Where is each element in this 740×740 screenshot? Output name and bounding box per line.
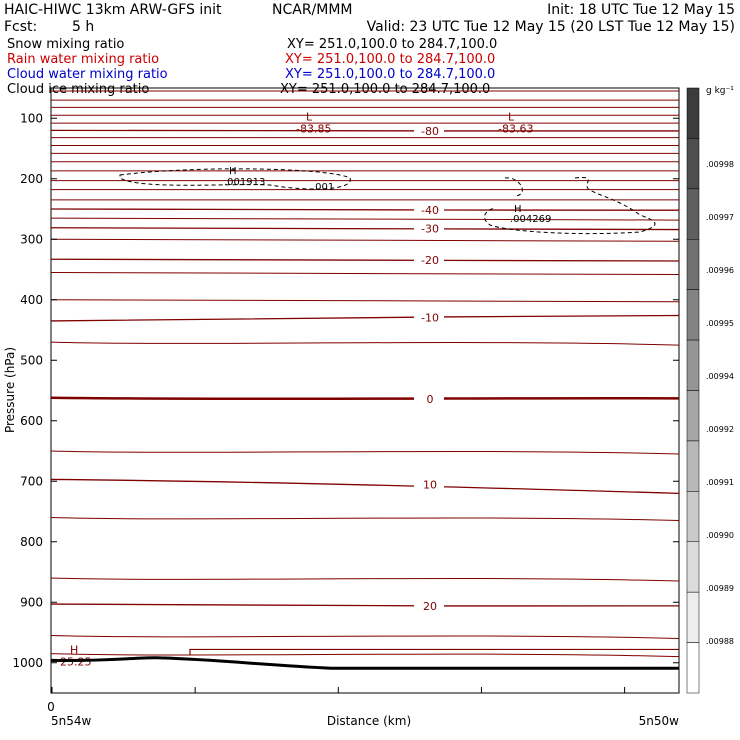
contour-line [51, 300, 679, 302]
legend-rain-name: Rain water mixing ratio [7, 52, 160, 67]
legend-cloudwater-name: Cloud water mixing ratio [7, 67, 168, 82]
colorbar-label: .00988 [706, 637, 734, 646]
temperature-contour [51, 479, 679, 493]
x-tick-label-0: 0 [47, 700, 55, 714]
terrain-line [51, 649, 679, 668]
colorbar-swatch [687, 441, 699, 491]
horizontal-contour-lines [51, 91, 679, 657]
extremum-value: -83.63 [498, 122, 534, 136]
init-time: Init: 18 UTC Tue 12 May 15 [547, 2, 735, 18]
colorbar-swatch [687, 88, 699, 138]
extremum-marker: H [70, 643, 79, 657]
colorbar-label: .00991 [706, 478, 734, 487]
legend-snow-xy: XY= 251.0,100.0 to 284.7,100.0 [287, 37, 498, 52]
temperature-contours [51, 125, 679, 613]
extremum-value: -83.85 [296, 122, 332, 136]
contour-line [51, 239, 679, 241]
extrema-labels [60, 110, 533, 668]
colorbar-label: .00995 [706, 319, 734, 328]
x-endpoint-right: 5n50w [638, 714, 679, 728]
chart-source: NCAR/MMM [272, 2, 353, 18]
y-tick-label: 600 [20, 413, 43, 428]
temperature-contour [51, 228, 679, 230]
contour-label: -20 [421, 254, 439, 268]
y-tick-label: 300 [20, 232, 43, 247]
y-tick-label: 700 [20, 474, 43, 489]
contour-line [51, 636, 679, 639]
colorbar-label: .00994 [706, 372, 734, 381]
y-axis-label: Pressure (hPa) [3, 346, 17, 434]
contour-line [51, 518, 679, 521]
contour-label: -40 [421, 203, 439, 217]
temperature-contour [51, 315, 679, 320]
contour-line [51, 218, 679, 220]
contour-line [51, 451, 679, 454]
legend-cloudice-xy: XY= 251.0,100.0 to 284.7,100.0 [280, 82, 491, 97]
terrain-surface [51, 658, 679, 668]
mixing-ratio-label: .004269 [510, 214, 552, 225]
y-tick-label: 400 [20, 292, 43, 307]
temperature-contour [51, 259, 679, 261]
colorbar-label: .00990 [706, 531, 734, 540]
extremum-marker: L [306, 110, 313, 124]
y-tick-label: 900 [20, 595, 43, 610]
contour-label: 10 [423, 478, 437, 492]
valid-time: Valid: 23 UTC Tue 12 May 15 (20 LST Tue 12 May 15) [366, 19, 735, 35]
colorbar-label: .00992 [706, 425, 734, 434]
colorbar-label: .00989 [706, 584, 734, 593]
y-axis-ticks [12, 111, 679, 670]
legend-cloudwater-xy: XY= 251.0,100.0 to 284.7,100.0 [285, 67, 496, 82]
legend-cloudice-name: Cloud ice mixing ratio [7, 82, 150, 97]
colorbar-units: g kg⁻¹ [706, 86, 734, 96]
y-tick-label: 200 [20, 171, 43, 186]
colorbar-swatch [687, 290, 699, 340]
mixing-ratio-extremum-marker: H [229, 166, 237, 177]
colorbar-swatch [687, 643, 699, 693]
forecast-value: 5 h [72, 19, 95, 35]
colorbar-swatch [687, 239, 699, 289]
temperature-contour [51, 398, 679, 399]
colorbar-swatch [687, 542, 699, 592]
chart-title: HAIC-HIWC 13km ARW-GFS init [4, 2, 222, 18]
temperature-contour [51, 604, 679, 606]
colorbar-label: .00998 [706, 160, 734, 169]
y-tick-label: 100 [20, 111, 43, 126]
contour-line [51, 273, 679, 275]
legend-rain-xy: XY= 251.0,100.0 to 284.7,100.0 [285, 52, 496, 67]
mixing-ratio-label: .001 [312, 182, 335, 193]
forecast-label: Fcst: [4, 19, 38, 35]
colorbar-label: .00997 [706, 213, 734, 222]
colorbar-label: .00996 [706, 266, 734, 275]
contour-line [51, 342, 679, 345]
contour-label: 0 [426, 392, 434, 406]
temperature-contour [51, 130, 679, 131]
contour-label: -30 [421, 222, 439, 236]
x-axis-label: Distance (km) [326, 714, 412, 728]
y-tick-label: 800 [20, 534, 43, 549]
y-tick-label: 500 [20, 353, 43, 368]
colorbar-swatch [687, 138, 699, 188]
contour-line [51, 654, 679, 657]
colorbar-swatch [687, 491, 699, 541]
temperature-contour [51, 209, 679, 210]
x-endpoint-left: 5n54w [51, 714, 92, 728]
colorbar-swatch [687, 592, 699, 642]
legend-snow-name: Snow mixing ratio [7, 37, 125, 52]
colorbar-swatch [687, 391, 699, 441]
x-axis-ticks [52, 687, 625, 693]
contour-label: -80 [421, 124, 439, 138]
dashed-contour [485, 177, 655, 233]
extremum-value: 25.25 [60, 655, 92, 669]
mixing-ratio-label: .001913 [224, 177, 266, 188]
plot-frame [51, 88, 679, 693]
y-tick-label: 1000 [12, 655, 43, 670]
colorbar [687, 88, 734, 693]
colorbar-swatch [687, 340, 699, 390]
mixing-ratio-extremum-marker: H [514, 204, 522, 215]
extremum-marker: L [508, 110, 515, 124]
contour-label: 20 [423, 600, 437, 614]
contour-line [51, 578, 679, 581]
colorbar-swatch [687, 189, 699, 239]
contour-label: -10 [421, 311, 439, 325]
